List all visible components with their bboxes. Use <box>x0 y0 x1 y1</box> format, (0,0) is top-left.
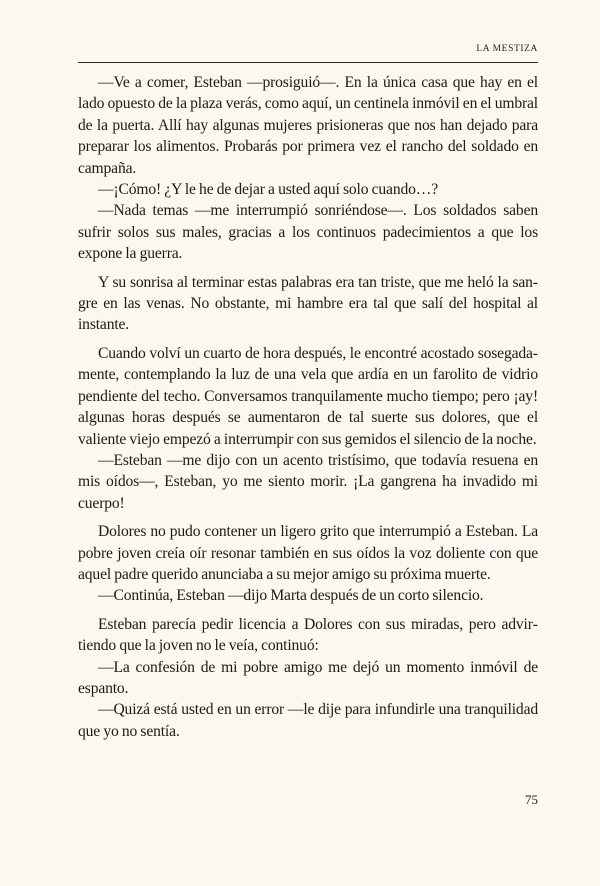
paragraph: Esteban parecía pedir licencia a Dolores con sus miradas, pero advirtiendo que la joven no le veía, continuó: <box>78 615 538 655</box>
paragraph: —¡Cómo! ¿Y le he de dejar a usted aquí solo cuando…? <box>98 181 438 199</box>
header-rule <box>78 62 538 63</box>
body-text <box>78 72 538 742</box>
paragraph: —La confesión de mi pobre amigo me dejó un momento inmóvil de espanto. <box>78 658 538 697</box>
paragraph: —Nada temas —me interrumpió sonriéndose—. Los soldados saben sufrir solos sus males, gracias a los continuos padecimientos a que los expone la guerra. <box>78 202 538 263</box>
paragraph: —Esteban —me dijo con un acento tristísimo, que todavía resuena en mis oídos—, Esteban, yo me siento morir. ¡La gangrena ha invadido mi cuerpo! <box>78 451 538 512</box>
paragraph: Dolores no pudo contener un ligero grito que interrumpió a Esteban. La pobre joven creía oír resonar también en sus oídos la voz doliente con que aquel padre querido anunciaba a su mejor amigo su próxima muerte. <box>78 523 538 583</box>
paragraph: Y su sonrisa al terminar estas palabras era tan triste, que me heló la sangre en las venas. No obstante, mi hambre era tal que salí del hospital al instante. <box>78 273 538 334</box>
paragraph: —Continúa, Esteban —dijo Marta después de un corto silencio. <box>98 587 484 605</box>
paragraph: Cuando volví un cuarto de hora después, le encontré acostado sosegadamente, contemplando la luz de una vela que ardía en un farolito de vidrio pendiente del techo. Conversamos tranquilamente mucho tiempo; pero ¡ay! algunas horas después se aumentaron de tal suerte sus dolores, que el valiente viejo empezó a interrumpir con sus gemidos el silencio de la noche. <box>78 344 538 448</box>
running-head: LA MESTIZA <box>476 44 538 54</box>
paragraph: —Ve a comer, Esteban —prosiguió—. En la única casa que hay en el lado opuesto de la plaza verás, como aquí, un centinela inmóvil en el umbral de la puerta. Allí hay algunas mujeres prisioneras que nos han dejado para preparar los alimentos. Probarás por primera vez el rancho del soldado en campaña. <box>78 74 538 177</box>
page-number: 75 <box>525 792 538 808</box>
paragraph: —Quizá está usted en un error —le dije para infundirle una tranquilidad que yo no sentía. <box>78 701 538 740</box>
